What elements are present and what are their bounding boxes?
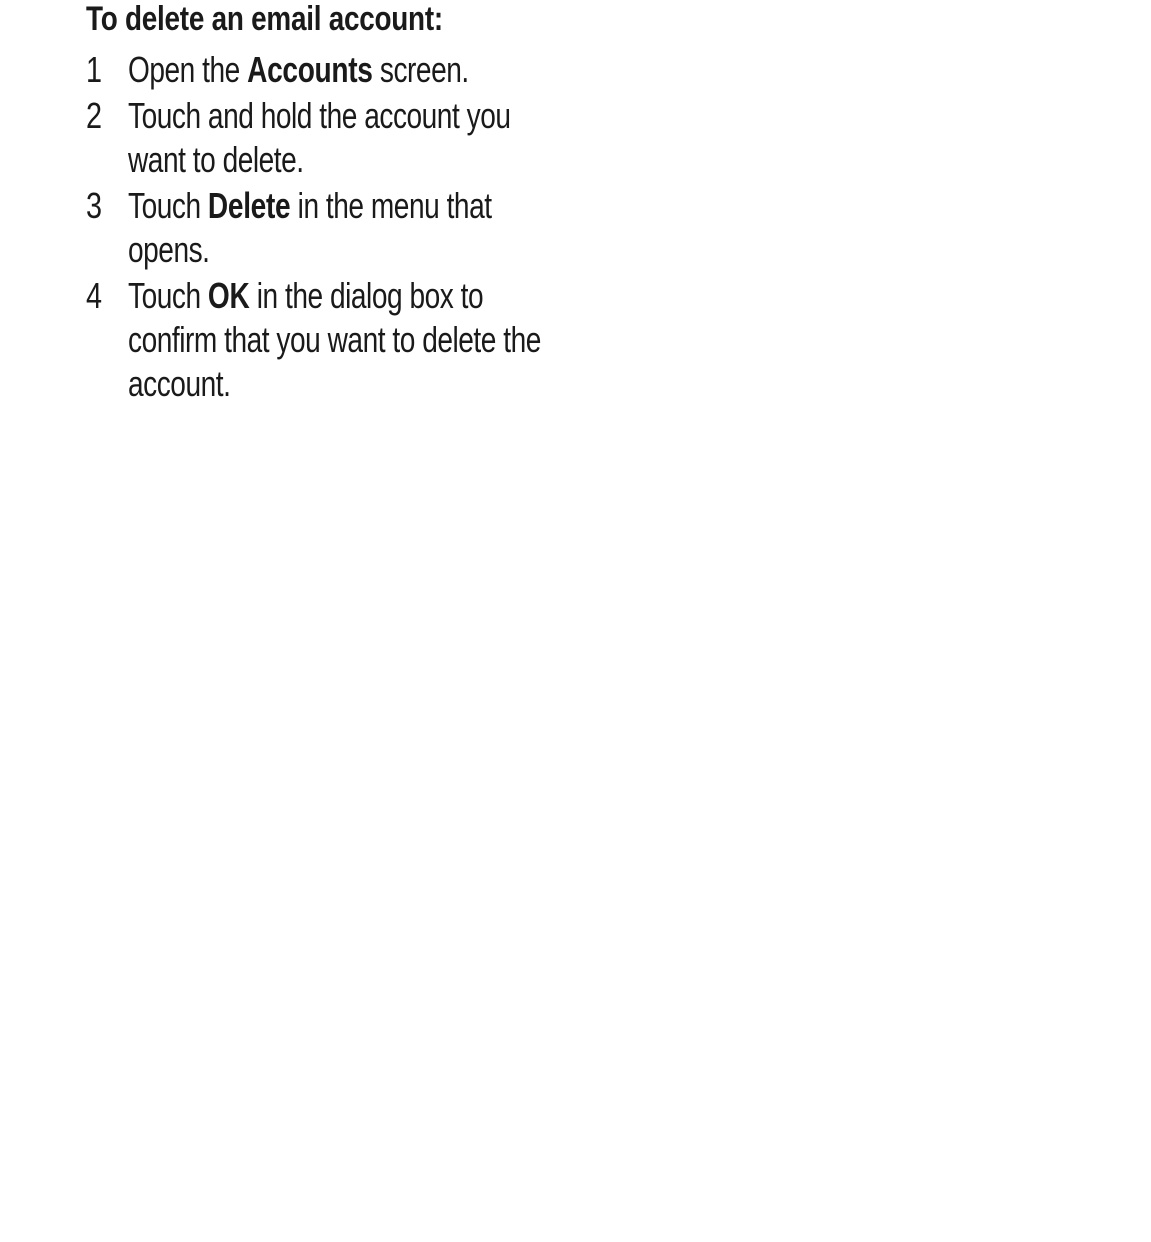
step-item xyxy=(86,274,556,406)
step-text xyxy=(128,94,549,182)
step-text xyxy=(128,274,541,406)
step-item xyxy=(86,48,556,92)
step-text-before: Open the xyxy=(128,49,248,90)
step-text-after: in the dialog box to confirm that you want to delete the account. xyxy=(128,275,541,404)
step-text-after: screen. xyxy=(372,49,469,90)
step-text-before: Touch xyxy=(128,185,208,226)
step-number: 1 xyxy=(86,49,103,90)
step-number: 3 xyxy=(86,185,103,226)
step-text-after: in the menu that opens. xyxy=(128,185,492,270)
step-emphasis: Accounts xyxy=(247,49,373,90)
instruction-page xyxy=(86,0,556,408)
step-text xyxy=(128,184,534,272)
step-text-before: Touch and hold the account you want to delete. xyxy=(128,95,511,180)
steps-list xyxy=(86,48,556,406)
step-emphasis: Delete xyxy=(207,185,291,226)
step-text xyxy=(128,48,565,92)
section-heading: To delete an email account: xyxy=(86,0,443,38)
step-item xyxy=(86,94,556,182)
step-number: 2 xyxy=(86,95,103,136)
step-item xyxy=(86,184,556,272)
step-text-before: Touch xyxy=(128,275,208,316)
step-emphasis: OK xyxy=(207,275,250,316)
step-number: 4 xyxy=(86,275,103,316)
